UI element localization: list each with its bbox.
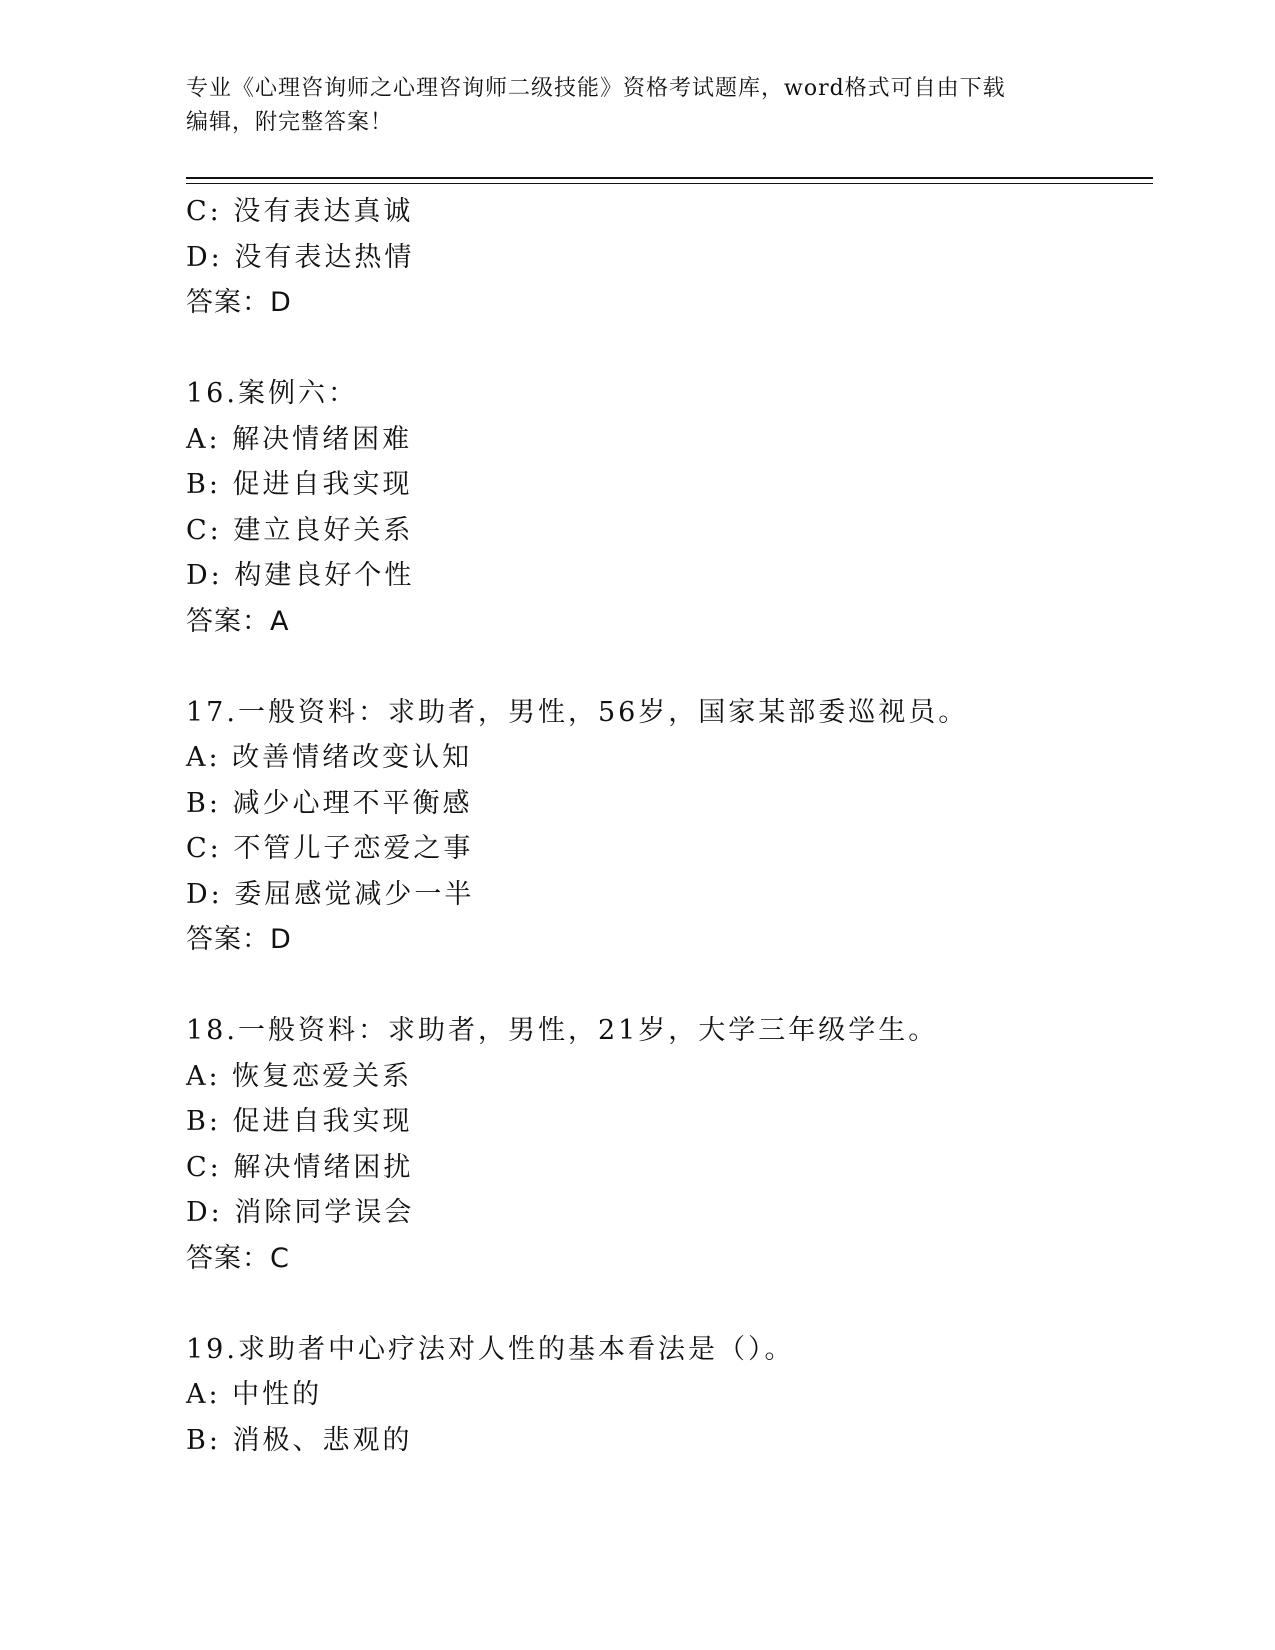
question-stem: 18.一般资料：求助者，男性，21岁，大学三年级学生。 [186,1015,939,1046]
document-header [186,72,1086,140]
question-17 [186,690,1146,963]
option-d: D: 委屈感觉减少一半 [186,878,475,910]
spacer [186,326,1146,372]
question-18 [186,1008,1146,1281]
option-b: B: 促进自我实现 [186,1106,413,1137]
option-d: D: 没有表达热情 [186,241,415,273]
option-c: C: 建立良好关系 [186,514,414,546]
option-d: D: 消除同学误会 [186,1197,415,1228]
option-b: B: 减少心理不平衡感 [186,787,473,819]
header-title-line-2: 编辑，附完整答案！ [186,110,394,135]
option-b: B: 促进自我实现 [186,469,413,500]
answer-line: 答案：A [186,605,290,637]
option-b: B: 消极、悲观的 [186,1424,413,1456]
option-c: C: 解决情绪困扰 [186,1151,414,1183]
answer-line: 答案：D [186,924,292,955]
option-c: C: 没有表达真诚 [186,196,414,227]
question-stem: 19.求助者中心疗法对人性的基本看法是（）。 [186,1333,795,1365]
question-stem: 16.案例六： [186,378,358,409]
answer-line: 答案：C [186,1242,290,1274]
option-d: D: 构建良好个性 [186,560,415,591]
option-a: A: 解决情绪困难 [186,423,413,455]
question-list [186,189,1146,1463]
spacer [186,963,1146,1009]
header-divider-thick [186,177,1153,179]
spacer [186,1281,1146,1327]
question-15-continued [186,189,1146,326]
option-c: C: 不管儿子恋爱之事 [186,833,474,864]
question-19 [186,1327,1146,1464]
header-divider-thin [186,183,1153,184]
option-a: A: 改善情绪改变认知 [186,742,473,773]
option-a: A: 恢复恋爱关系 [186,1060,413,1092]
question-16 [186,371,1146,644]
question-stem: 17.一般资料：求助者，男性，56岁，国家某部委巡视员。 [186,696,969,728]
option-a: A: 中性的 [186,1379,323,1410]
answer-line: 答案：D [186,287,292,318]
header-title-line-1: 专业《心理咨询师之心理咨询师二级技能》资格考试题库，word格式可自由下载 [186,76,1006,101]
spacer [186,644,1146,690]
